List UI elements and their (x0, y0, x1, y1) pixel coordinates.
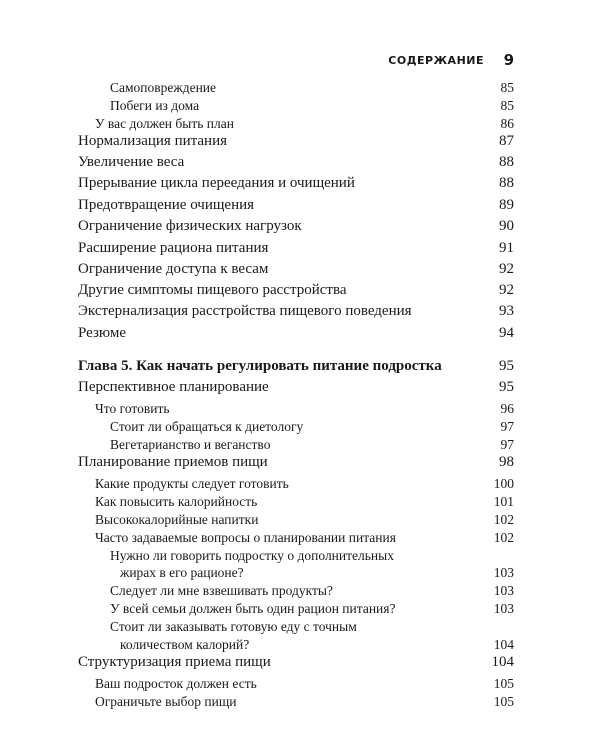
page-number: 9 (503, 51, 514, 69)
running-header (78, 52, 514, 72)
running-header-title: СОДЕРЖАНИЕ (388, 54, 484, 67)
